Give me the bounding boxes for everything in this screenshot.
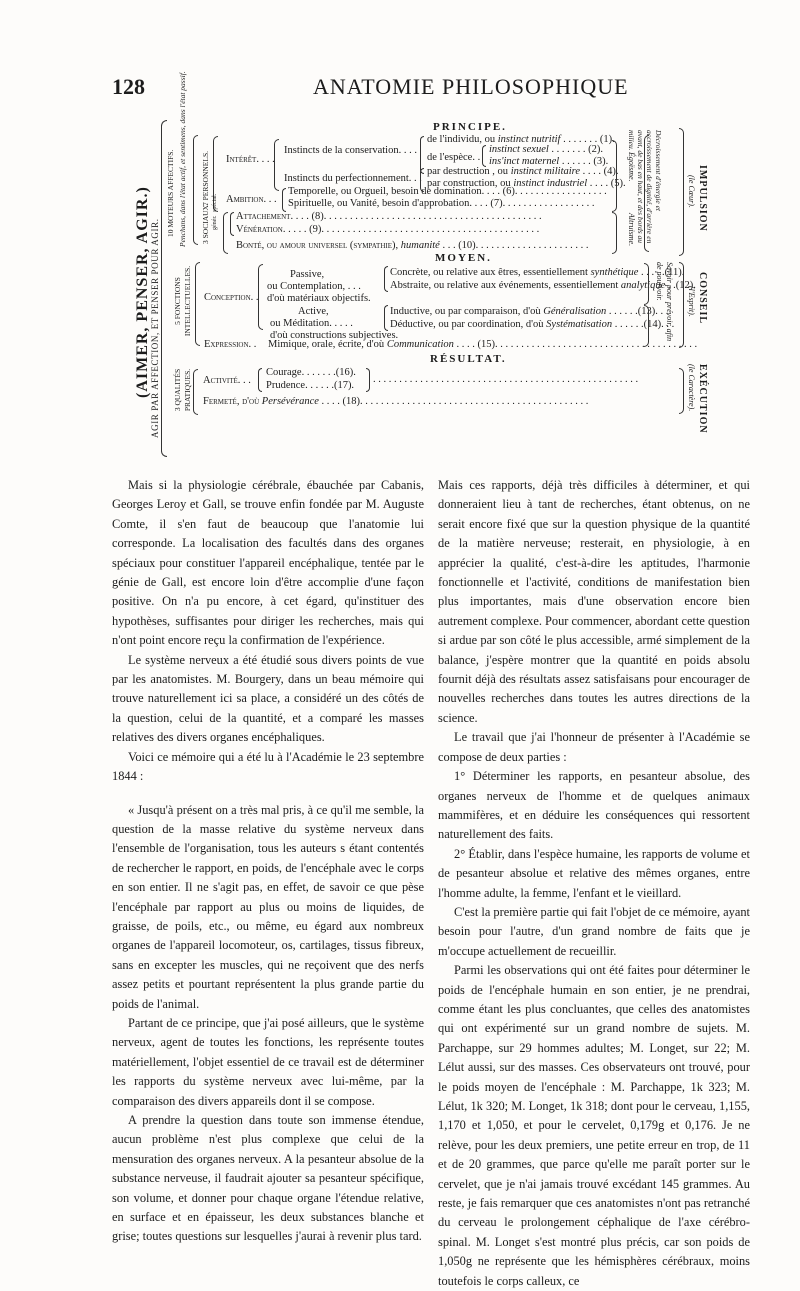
paragraph: Parmi les observations qui ont été faites pour déterminer le poids de l'encéphale humain en son entier, je ne prendrai, comme étant les plus concluantes, que celles des anatomistes qui ont expérimenté sur un grand nombre de sujets. M. Parchappe, sur 29 hommes adultes; M. Longet, sur 22; M. Lélut aussi, sur des masses. Ces observateurs ont trouvé, pour le poids moyen de l'encéphale : M. Parchappe, 1k 323; M. Lélut, 1k 320; M. Longet, 1k 318; dont pour le cerveau, 1,155, 1,170 et 1,050, et pour le cervelet, 0,179g et 0,176. Je ne relève, pour les deux premiers, une petite erreur en trop, de 11 et de 20 grammes, que parce qu'elle me paraît porter sur le cervelet, que je n'ai jamais trouvé excédant 145 grammes. Au reste, je fais remarquer que ces anatomistes n'ont pas retranché du cerveau le prolongement céphalique de l'axe cérébro-spinal. M. Longet s'est montré plus précis, car son poids de 1,050g ne représente que les hémisphères cérébraux, moins toutefois le corps calleux, ce xyxy=(438,963,750,1288)
deductive-systematisation: Systématisation xyxy=(546,319,613,330)
concrete-synthetique: synthétique xyxy=(590,267,639,278)
qualites-brace xyxy=(193,369,198,415)
fermete-perseverance: Persévérance xyxy=(261,396,319,407)
egoisme-label: Égoïsme. xyxy=(627,152,636,182)
perfectionnement-label: Instincts du perfectionnement. . . xyxy=(284,173,422,184)
outer-title: (AIMER, PENSER, AGIR.) xyxy=(134,186,151,398)
paragraph: A prendre la question dans toute son immense étendue, aucun problème n'est plus complexe que celui de la mensuration des organes nerveux. A la pesanteur absolue de la substance nerveuse, il faudrait ajouter sa pesanteur spécifique, son volume, et donner pour chaque organe l'étendue relative, en surface et en épaisseur, les deux substances blanche et grise; toutes questions sur lesquelles j'aurai à revenir plus tard. xyxy=(112,1113,424,1244)
attachement-row: Attachement. . . . (8). . . . . . . . . . . . . . . . . . . . . . . . . . . . . . . . . . . . . . . . . . xyxy=(236,211,542,222)
page-number: 128 xyxy=(112,74,145,99)
conseil-label: CONSEIL xyxy=(697,272,708,325)
mimique-row xyxy=(268,339,697,351)
expression-label: Expression. . xyxy=(204,339,257,350)
activite-brace xyxy=(258,368,262,392)
individu-num: . . . . . . . (1). xyxy=(563,134,615,145)
bonte-row xyxy=(236,240,589,252)
concrete-text: Concrète, ou relative aux êtres, essentiellement xyxy=(390,267,588,278)
paragraph: « Jusqu'à présent on a très mal pris, à ce qu'il me semble, la question de la masse relative du système nerveux dans l'ensemble de l'organisation, tous les auteurs s étant contentés de rechercher le rapport, en poids, de l'encéphale avec le corps en son entier. Il ne s'agit pas, en effet, de savoir ce que pèse l'encéphale par rapport au plus ou moins de liquides, de graisse, de poils, etc., ou même, eu égard aux nombreux organes de l'appareil locomoteur, os, cartilages, tissus fibreux, sans en excepter les muscles, qui ne reçoivent que des nerfs assez petits et pourtant représentent la plus grande partie du poids de l'animal. xyxy=(112,802,424,1011)
activite-label: Activité. . . xyxy=(203,375,251,386)
egoisme-brace xyxy=(612,140,617,212)
motors-small1: génér. xyxy=(212,215,218,230)
ambition-brace xyxy=(282,188,286,212)
mimique-communication: Communication xyxy=(386,339,454,350)
section-resultat: RÉSULTAT. xyxy=(430,353,507,365)
inductive-row xyxy=(390,306,668,318)
paragraph: Voici ce mémoire qui a été lu à l'Académie le 23 septembre 1844 : xyxy=(112,749,424,784)
altruisme-label: Altruisme. xyxy=(627,213,636,247)
concrete-brace xyxy=(384,266,388,292)
passive-label: Passive, xyxy=(290,269,325,280)
concrete-row xyxy=(390,267,684,279)
motors-group: 10 MOTEURS AFFECTIFS. xyxy=(166,149,175,237)
running-title: ANATOMIE PHILOSOPHIQUE xyxy=(313,74,629,99)
section-moyen: MOYEN. xyxy=(435,252,492,264)
conseil-brace xyxy=(679,262,684,348)
deductive-row xyxy=(390,319,674,331)
paragraph: Mais ces rapports, déjà très difficiles à déterminer, et qui donneraient lieu à tant de recherches, étant obtenus, on ne serait encore fixé que sur la question physique de la quantité de la matière nerveuse; resterait, en physiologie, à en apprécier la qualité, c'est-à-dire les aptitudes, l'harmonie fonctionnelle et l'activité, conditions de manifestation bien plus importantes, mais d'une observation encore bien autrement complexe. Pour commencer, abordant cette question si ardue par son côté le plus accessible, armé simplement de la balance, j'espère montrer que la quantité en poids absolu fournit déjà des résultats assez satisfaisans pour encourager de nouvelles recherches dans toutes les autres directions de la science. xyxy=(438,478,750,725)
motors-sociaux: 3 SOCIAUX. xyxy=(201,203,210,244)
inductive-generalisation: Généralisation xyxy=(543,306,607,317)
destruction-instinct: instinct militaire xyxy=(510,166,581,177)
fermete-text: Fermeté, d'où xyxy=(203,396,260,407)
motors-personnels: 7 PERSONNELS. xyxy=(201,150,210,206)
conservation-label: Instincts de la conservation. . . . xyxy=(284,145,417,156)
activite-leader: . . . . . . . . . . . . . . . . . . . . . . . . . . . . . . . . . . . . . . . . . . . . . . . . . . . xyxy=(373,374,639,385)
inductive-num: . . . . . .(13). . . xyxy=(608,306,669,317)
sociaux-brace xyxy=(223,212,228,254)
paragraph: Mais si la physiologie cérébrale, ébauchée par Cabanis, Georges Leroy et Gall, se trouve enfin fondée par M. Auguste Comte, il s'en faut de beaucoup que l'anatomie lui corresponde. La localisation des facultés dans des organes spéciaux pour constituer l'appareil encéphalique, tentée par le génie de Gall, est encore loin d'être accomplie d'une façon positive. On n'a pu encore, à cet égard, qu'instituer des hypothèses, suffisantes pour diriger les recherches, mais qui n'ont point encore reçu la confirmation de l'expérience. xyxy=(112,478,424,648)
abstraite-text: Abstraite, ou relative aux événements, essentiellement xyxy=(390,280,619,291)
materiaux-label: d'où matériaux objectifs. xyxy=(267,293,371,304)
execution-label: EXÉCUTION xyxy=(697,364,708,434)
impulsion-label: IMPULSION xyxy=(697,165,708,232)
mimique-text: Mimique, orale, écrite, d'où xyxy=(268,339,385,350)
espece-label: de l'espèce. . xyxy=(427,152,481,163)
contemplation-label: ou Contemplation, . . . xyxy=(267,281,361,292)
paragraph: Le travail que j'ai l'honneur de présenter à l'Académie se compose de deux parties : xyxy=(438,730,750,764)
paragraph: 1° Déterminer les rapports, en pesanteur absolue, des organes nerveux de l'homme et de quelques animaux mammifères, et en déduire les conséquences qui ressortent naturellement des faits. xyxy=(438,769,750,842)
qualites-label: 3 QUALITÉS PRATIQUES. xyxy=(173,368,192,412)
paragraph: C'est la première partie qui fait l'objet de ce mémoire, ayant besoin pour l'autre, d'un grand nombre de faits que je m'occupe actuellement de recueillir. xyxy=(438,904,750,958)
fonctions-label: 5 FONCTIONS INTELLECTUELLES. xyxy=(173,265,192,337)
execution-brace xyxy=(679,368,684,414)
fermete-num: . . . . (18). . . . . . . . . . . . . . . . . . . . . . . . . . . . . . . . . . . . . . . . . . . . xyxy=(321,396,589,407)
concrete-num: . . . . .(11). xyxy=(641,267,685,278)
paragraph: Le système nerveux a été étudié sous divers points de vue par les anatomistes. M. Bourgery, dans un beau mémoire qui trouve naturellement ici sa place, a considéré un des côtés de la question, celui de la quantité, et a comparé les masses relatives des divers organes encéphaliques. xyxy=(112,652,424,745)
maternel-instinct: ins'inct maternel xyxy=(489,156,560,167)
paragraph: 2° Établir, dans l'espèce humaine, les rapports de volume et de pesanteur absolue et relative des mêmes organes, entre l'homme adulte, la femme, l'enfant et le vieillard. xyxy=(438,846,750,900)
construction-num: . . . . (5). xyxy=(589,178,626,189)
destruction-num: . . . . (4). xyxy=(582,166,619,177)
abstraite-row xyxy=(390,280,696,292)
construction-text: par construction, ou xyxy=(427,178,511,189)
deductive-num: . . . . . .(14). . . xyxy=(614,319,675,330)
meditation-label: ou Méditation. . . . . xyxy=(270,318,353,329)
constructions-label: d'où constructions subjectives. xyxy=(270,330,399,341)
conseil-sub: (l'Esprit). xyxy=(687,286,696,317)
altruisme-brace xyxy=(612,212,617,254)
interet-brace xyxy=(274,139,279,191)
interet-label: Intérêt. . . . xyxy=(226,154,275,165)
temporelle-row: Temporelle, ou Orgueil, besoin de domination. . . . (6). . . . . . . . . . . . . . . . . . xyxy=(288,186,607,197)
outer-subtitle: AGIR PAR AFFECTION, ET PENSER POUR AGIR. xyxy=(150,218,160,438)
decroissement-note: Décroissement d'énergie et accroissement de dignité, d'arrière en avant, de bas en haut, et des bords au milieu. xyxy=(627,130,663,244)
individu-text: de l'individu, ou xyxy=(427,134,496,145)
savoir-brace1 xyxy=(644,263,649,305)
bonte-text: Bonté, ou amour universel (sympathie), xyxy=(236,240,399,251)
savoir-note: Savoir pour prévoir, afin de pourvoir. xyxy=(655,262,674,342)
destruction-text: par destruction , ou xyxy=(427,166,509,177)
abstraite-num: . .(12). xyxy=(667,280,696,291)
conception-brace xyxy=(258,264,263,330)
destruction-row xyxy=(427,166,619,178)
abstraite-analytique: analytique xyxy=(620,280,666,291)
bonte-num: . . . (10). . . . . . . . . . . . . . . . . . . . . . xyxy=(442,240,589,251)
right-column xyxy=(438,476,750,1291)
impulsion-sub: (le Cœur). xyxy=(687,175,696,208)
sexuel-num: . . . . . . . (2). xyxy=(551,144,604,155)
ambition-label: Ambition. . . xyxy=(226,194,277,205)
individu-instinct: instinct nutritif xyxy=(497,134,561,145)
special-brace xyxy=(230,212,234,236)
savoir-brace2 xyxy=(644,305,649,347)
veneration-row: Vénération. . . . . (9). . . . . . . . . . . . . . . . . . . . . . . . . . . . . . . . . . . . . . . . . . xyxy=(236,224,540,235)
courage-row: Courage. . . . . . .(16). xyxy=(266,367,356,378)
motors-small2: spécial. xyxy=(212,193,218,212)
motors-note: Penchans, dans l'état actif, et sentimens, dans l'état passif. xyxy=(178,71,187,247)
execution-sub: (le Caractère). xyxy=(687,364,696,412)
paragraph: Partant de ce principe, que j'ai posé ailleurs, que le système nerveux, agent de toutes les fonctions, les représente toutes matériellement, l'objet essentiel de ce travail est de déterminer les rapports du système nerveux avec lui-même, par la comparaison des divers appareils dont il se compose. xyxy=(112,1015,424,1108)
sexuel-instinct: instinct sexuel xyxy=(489,144,549,155)
deductive-text: Déductive, ou par coordination, d'où xyxy=(390,319,544,330)
motors-brace xyxy=(193,135,198,245)
left-column xyxy=(112,476,424,1247)
active-label: Active, xyxy=(298,306,329,317)
mimique-num: . . . . (15). . . . . . . . . . . . . . . . . . . . . . . . . . . . . . . . . . . . . . . xyxy=(456,339,698,350)
fermete-row xyxy=(203,396,588,408)
espece-brace xyxy=(482,145,486,167)
inductive-brace xyxy=(384,305,388,331)
courage-brace-r xyxy=(366,368,370,392)
conception-label: Conception. . xyxy=(204,292,259,303)
impulsion-brace xyxy=(679,128,684,256)
construction-instinct: instinct industriel xyxy=(513,178,588,189)
bonte-humanite: humanité xyxy=(400,240,440,251)
fonctions-brace xyxy=(195,262,200,346)
spirituelle-row: Spirituelle, ou Vanité, besoin d'approbation. . . . (7). . . . . . . . . . . . . . . . . . xyxy=(288,198,595,209)
sexuel-row xyxy=(489,144,603,156)
prudence-row: Prudence. . . . . .(17). xyxy=(266,380,355,391)
inductive-text: Inductive, ou par comparaison, d'où xyxy=(390,306,541,317)
maternel-num: . . . . . . (3). xyxy=(561,156,609,167)
section-principe: PRINCIPE. xyxy=(433,121,507,133)
